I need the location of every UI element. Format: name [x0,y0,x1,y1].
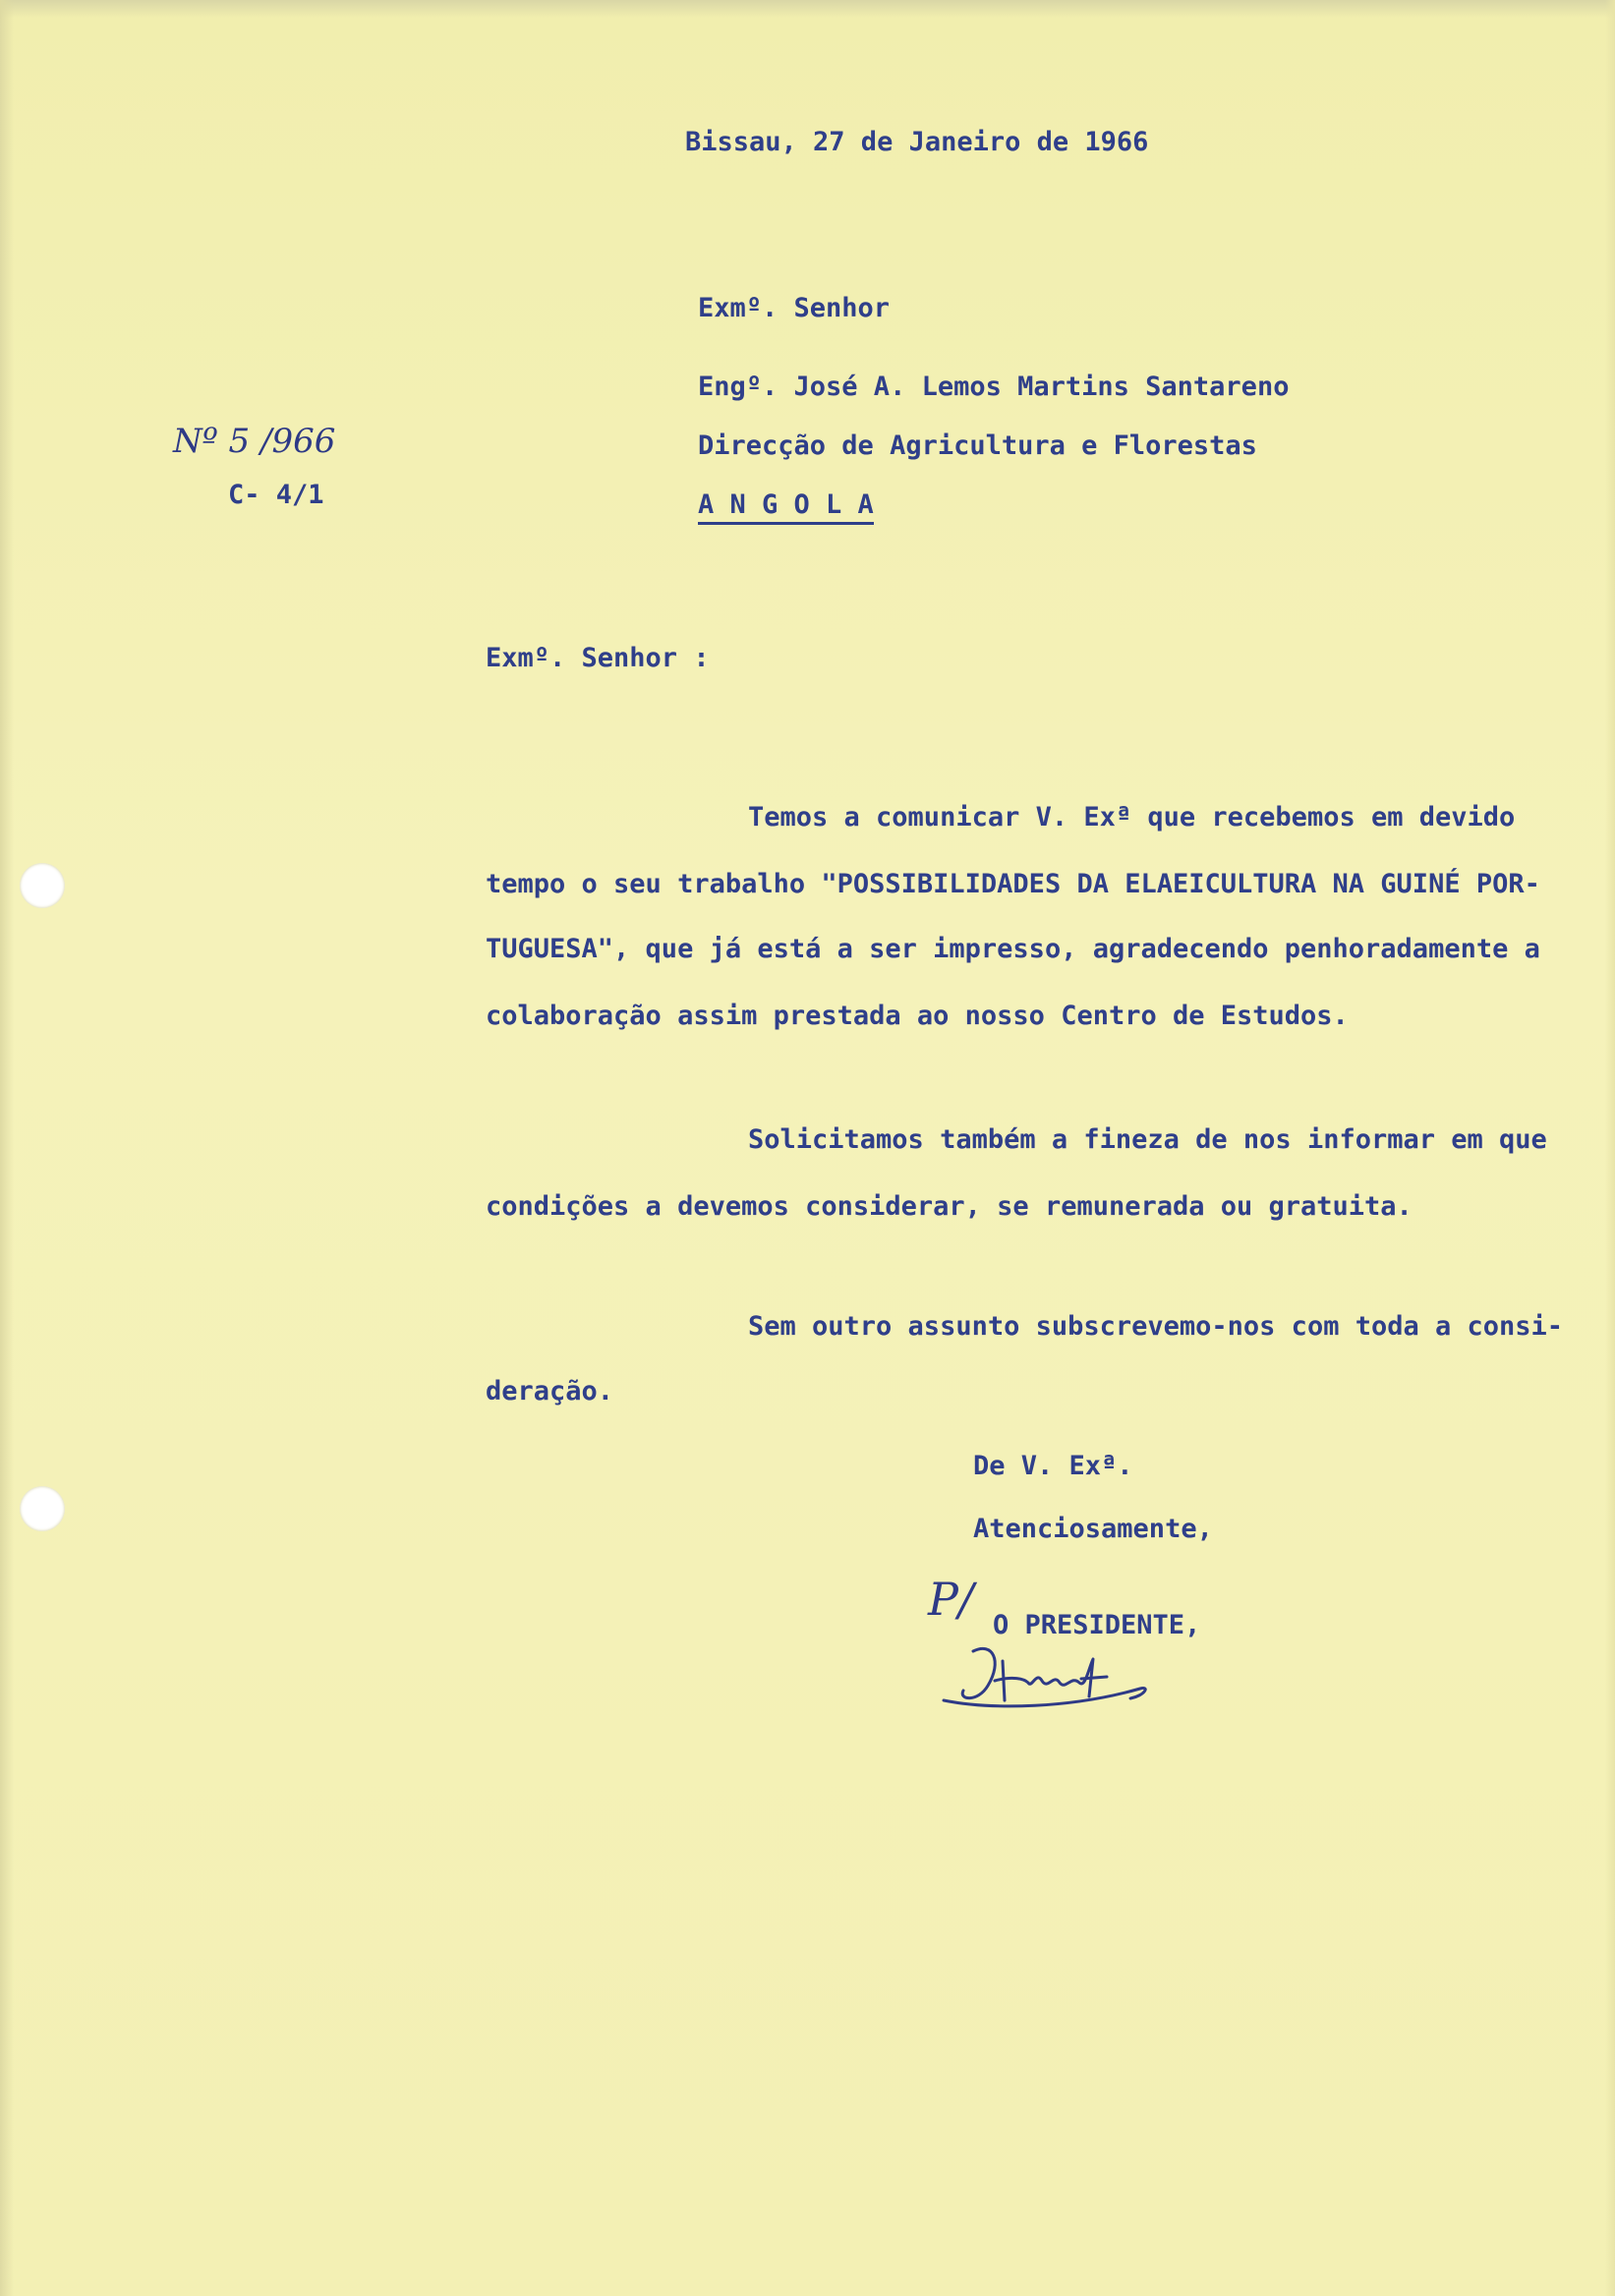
paper-top-edge [0,0,1615,18]
address-salutation: Exmº. Senhor [698,293,891,323]
address-country: A N G O L A [698,491,874,525]
paragraph-1-line-1: Temos a comunicar V. Exª que recebemos em devido [748,802,1516,832]
paragraph-1-line-4: colaboração assim prestada ao nosso Centro de Estudos. [486,1001,1349,1031]
paragraph-2-line-2: condições a devemos considerar, se remunerada ou gratuita. [486,1191,1413,1222]
address-department: Direcção de Agricultura e Florestas [698,430,1257,461]
reference-code: C- 4/1 [228,480,324,510]
signature [934,1632,1189,1720]
closing-title: O PRESIDENTE, [993,1610,1201,1640]
paper-left-edge [0,0,14,2296]
reference-number: Nº 5 /966 [173,422,336,461]
paper-right-edge [1605,0,1615,2296]
paragraph-3-line-1: Sem outro assunto subscrevemo-nos com toda a consi- [748,1311,1564,1342]
pp-mark: P/ [928,1573,974,1626]
place-date: Bissau, 27 de Janeiro de 1966 [685,127,1149,157]
closing-line-2: Atenciosamente, [973,1514,1213,1544]
greeting: Exmº. Senhor : [486,643,710,673]
address-name: Engº. José A. Lemos Martins Santareno [698,372,1290,402]
paragraph-1-line-3: TUGUESA", que já está a ser impresso, agradecendo penhoradamente a [486,934,1540,964]
paragraph-3-line-2: deração. [486,1376,614,1406]
punch-hole-upper [20,863,65,908]
closing-line-1: De V. Exª. [973,1451,1133,1481]
paragraph-1-line-2: tempo o seu trabalho "POSSIBILIDADES DA ELAEICULTURA NA GUINÉ POR- [486,869,1540,899]
paragraph-2-line-1: Solicitamos também a fineza de nos informar em que [748,1124,1547,1155]
punch-hole-lower [20,1486,65,1531]
